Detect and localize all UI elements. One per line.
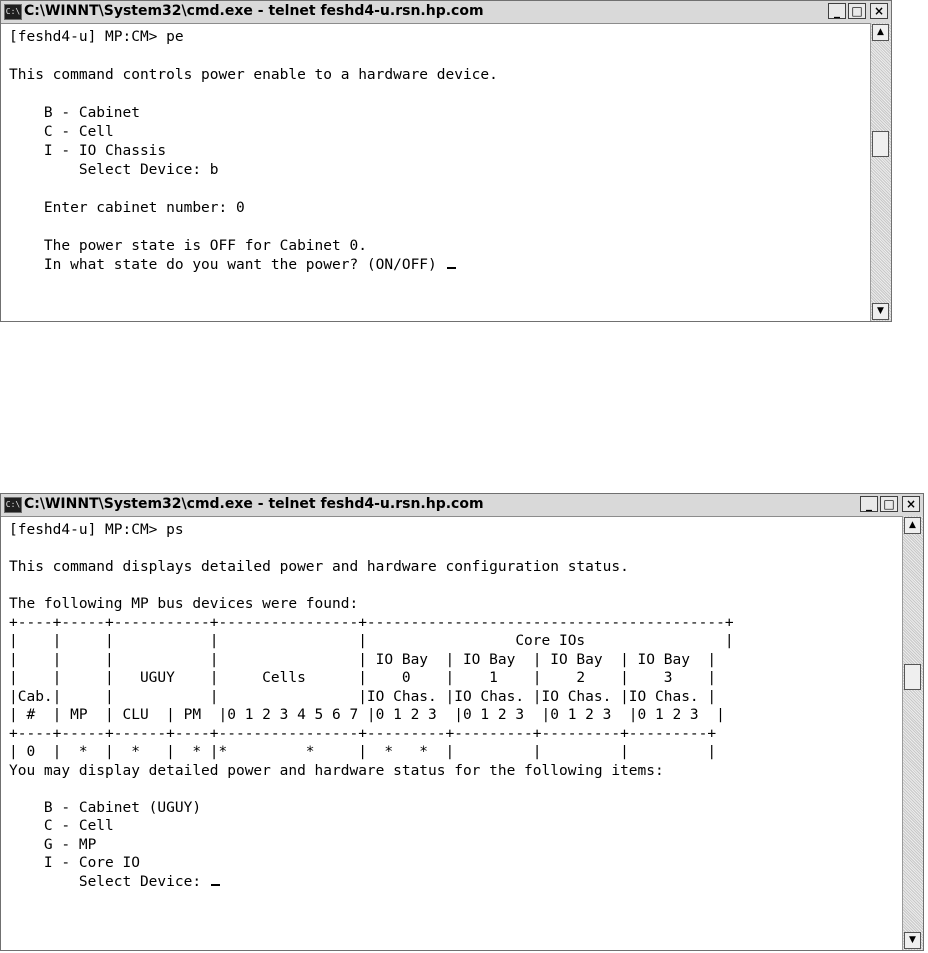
scroll-up-arrow-icon[interactable]: ▲ (872, 24, 889, 41)
maximize-button[interactable]: □ (880, 496, 898, 512)
console-output[interactable] (9, 521, 734, 891)
window-controls (860, 496, 920, 512)
cmd-icon[interactable]: C:\ (4, 4, 22, 20)
console-text: [feshd4-u] MP:CM> pe This command controls power enable to a hardware device. B - Cabinet C - Cell I - IO Chassis Select Device: b Enter cabinet number: 0 The power state is OFF for Cabinet 0. In what state do you want the power? (ON/OFF) (9, 29, 498, 273)
scroll-down-arrow-icon[interactable]: ▼ (904, 932, 921, 949)
console-window-ps[interactable] (0, 493, 924, 951)
scroll-down-arrow-icon[interactable]: ▼ (872, 303, 889, 320)
scroll-thumb[interactable] (872, 131, 889, 157)
text-cursor (447, 267, 456, 269)
window-title: C:\WINNT\System32\cmd.exe - telnet feshd4-u.rsn.hp.com (24, 496, 484, 512)
vertical-scrollbar[interactable] (870, 23, 891, 321)
scroll-up-arrow-icon[interactable]: ▲ (904, 517, 921, 534)
window-title: C:\WINNT\System32\cmd.exe - telnet feshd4-u.rsn.hp.com (24, 3, 484, 19)
maximize-button[interactable]: □ (848, 3, 866, 19)
vertical-scrollbar[interactable] (902, 516, 923, 950)
minimize-button[interactable]: _ (828, 3, 846, 19)
close-button[interactable]: × (870, 3, 888, 19)
console-text: [feshd4-u] MP:CM> ps This command displays detailed power and hardware configuration status. The following MP bus devices were found: +----+-----+-----------+----------------+-----------------------------------------+ | | | | | Core IOs | | | | | | IO Bay | IO Bay | IO Bay | IO Bay | | | | UGUY | Cells | 0 | 1 | 2 | 3 | |Cab.| | | |IO Chas. |IO Chas. |IO Chas. |IO Chas. | | # | MP | CLU | PM |0 1 2 3 4 5 6 7 |0 1 2 3 |0 1 2 3 |0 1 2 3 |0 1 2 3 | +----+-----+------+----+----------------+---------+---------+---------+---------+ | 0 | * | * | * |* * | * * | | | | You may display detailed power and hardware status for the following items: B - Cabinet (UGUY) C - Cell G - MP I - Core IO Select Device: (9, 522, 734, 890)
close-button[interactable]: × (902, 496, 920, 512)
console-output[interactable] (9, 28, 498, 275)
minimize-button[interactable]: _ (860, 496, 878, 512)
scroll-thumb[interactable] (904, 664, 921, 690)
cmd-icon[interactable]: C:\ (4, 497, 22, 513)
title-bar[interactable] (1, 494, 923, 517)
console-window-pe[interactable] (0, 0, 892, 322)
window-controls (828, 3, 888, 19)
title-bar[interactable] (1, 1, 891, 24)
text-cursor (211, 884, 220, 886)
